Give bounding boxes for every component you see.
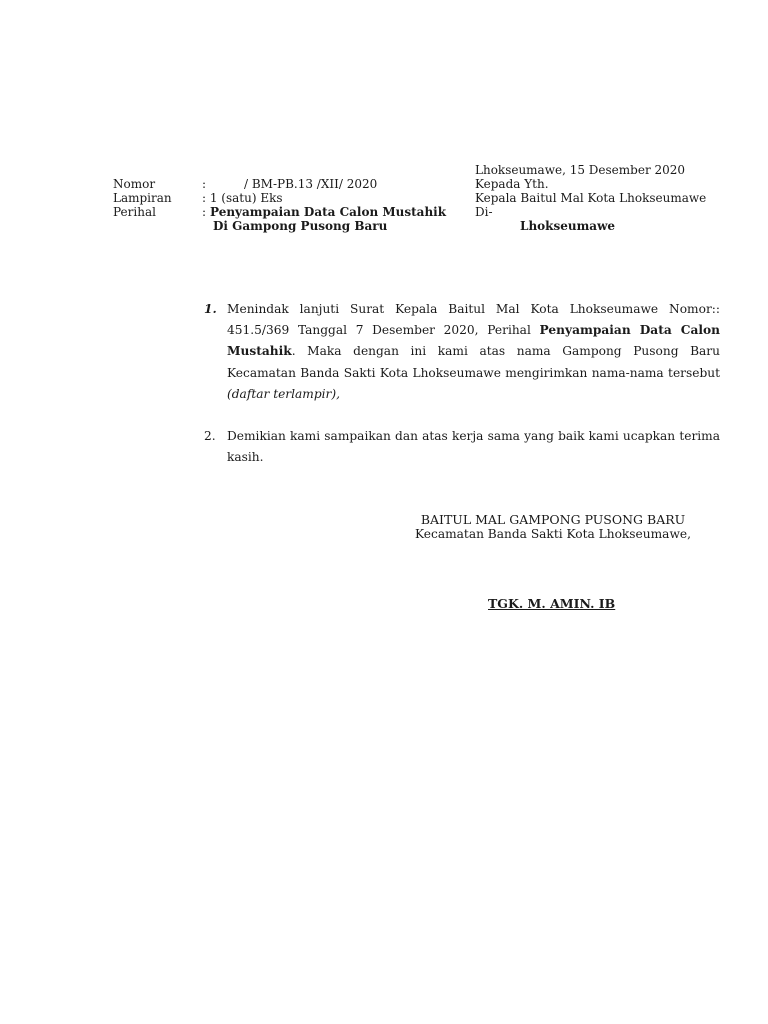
lampiran-value: : 1 (satu) Eks	[202, 191, 283, 205]
paragraph-1	[227, 299, 720, 405]
perihal-value-line2: Di Gampong Pusong Baru	[213, 219, 388, 233]
paragraph-1-bold-subject: Penyampaian Data Calon Mustahik	[227, 323, 720, 359]
paragraph-1-italic-note: (daftar terlampir),	[227, 386, 341, 401]
paragraph-1-text-a: Menindak lanjuti Surat Kepala Baitul Mal Kota Lhokseumawe Nomor:: 451.5/369 Tanggal 7 Desember 2020, Perihal	[227, 302, 720, 338]
paragraph-1-number: 1.	[204, 302, 217, 316]
nomor-value: / BM-PB.13 /XII/ 2020	[244, 177, 378, 191]
recipient-line3: Di-	[475, 205, 493, 219]
paragraph-1-text-b: . Maka dengan ini kami atas nama Gampong Pusong Baru Kecamatan Banda Sakti Kota Lhokseumawe mengirimkan nama-nama tersebut	[227, 344, 720, 380]
perihal-label: Perihal	[113, 205, 156, 219]
nomor-colon: :	[202, 177, 207, 191]
place-date: Lhokseumawe, 15 Desember 2020	[475, 163, 686, 177]
signatory-name: TGK. M. AMIN. IB	[488, 596, 616, 611]
recipient-line4: Lhokseumawe	[520, 219, 616, 233]
perihal-value-line1: Penyampaian Data Calon Mustahik	[210, 205, 447, 219]
recipient-line2: Kepala Baitul Mal Kota Lhokseumawe	[475, 191, 707, 205]
signature-org: BAITUL MAL GAMPONG PUSONG BARU	[420, 512, 686, 527]
paragraph-2: Demikian kami sampaikan dan atas kerja sama yang baik kami ucapkan terima kasih.	[227, 429, 720, 465]
paragraph-2-number: 2.	[204, 429, 216, 443]
signature-location: Kecamatan Banda Sakti Kota Lhokseumawe,	[415, 527, 691, 541]
perihal-colon: :	[202, 205, 207, 219]
recipient-line1: Kepada Yth.	[475, 177, 549, 191]
lampiran-label: Lampiran	[113, 191, 172, 205]
nomor-label: Nomor	[113, 177, 156, 191]
